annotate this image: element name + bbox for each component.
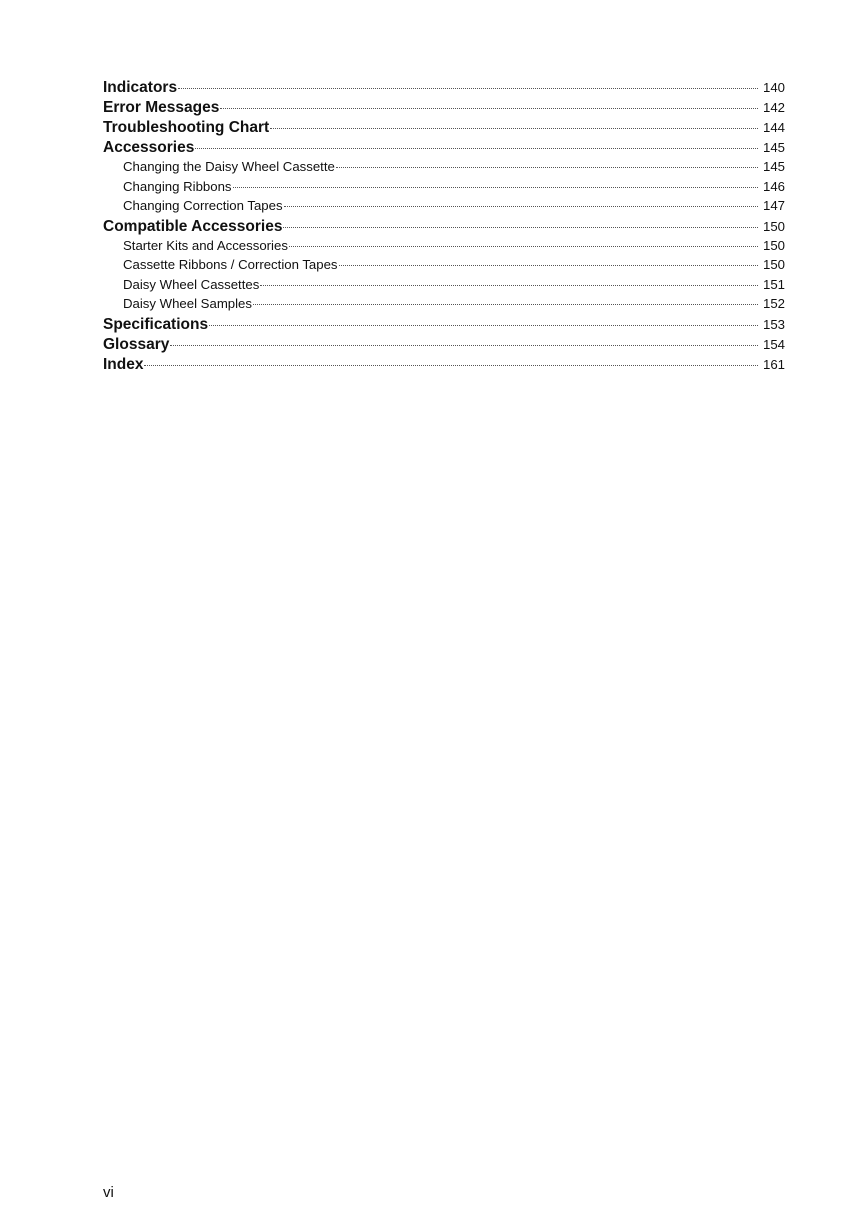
- page-number: vi: [103, 1184, 114, 1201]
- toc-entry-starter-kits[interactable]: [103, 238, 785, 258]
- toc-entry-page: 154: [762, 336, 785, 352]
- toc-entry-glossary[interactable]: [103, 336, 785, 356]
- toc-entry-title: Error Messages: [103, 99, 220, 116]
- toc-entry-title: Changing Ribbons: [123, 178, 232, 194]
- toc-entry-title: Specifications: [103, 315, 209, 333]
- toc-entry-title: Daisy Wheel Cassettes: [123, 276, 260, 292]
- toc-entry-changing-ribbons[interactable]: [103, 179, 785, 199]
- toc-entry-page: 150: [762, 237, 785, 253]
- toc-entry-title: Accessories: [103, 139, 195, 156]
- toc-dot-leader: [195, 148, 758, 149]
- toc-entry-page: 151: [762, 276, 785, 292]
- toc-entry-title: Glossary: [103, 335, 170, 353]
- toc-entry-page: 150: [762, 218, 785, 234]
- toc-entry-page: 145: [762, 159, 785, 174]
- toc-entry-page: 142: [762, 100, 785, 115]
- toc-entry-page: 153: [762, 316, 785, 332]
- toc-dot-leader: [270, 128, 758, 129]
- toc-dot-leader: [178, 88, 758, 89]
- toc-entry-accessories[interactable]: [103, 139, 785, 159]
- toc-entry-changing-correction-tapes[interactable]: [103, 198, 785, 218]
- toc-entry-title: Cassette Ribbons / Correction Tapes: [123, 257, 338, 272]
- toc-dot-leader: [233, 187, 758, 188]
- toc-entry-title: Index: [103, 355, 144, 373]
- toc-entry-compatible-accessories[interactable]: [103, 218, 785, 238]
- toc-entry-title: Compatible Accessories: [103, 217, 283, 235]
- toc-entry-daisy-wheel-samples[interactable]: [103, 296, 785, 316]
- toc-entry-page: 140: [762, 80, 785, 95]
- toc-entry-page: 146: [762, 178, 785, 194]
- toc-entry-troubleshooting-chart[interactable]: [103, 119, 785, 139]
- table-of-contents: [103, 79, 785, 376]
- toc-entry-daisy-wheel-cassettes[interactable]: [103, 277, 785, 297]
- toc-entry-cassette-ribbons[interactable]: [103, 257, 785, 277]
- toc-entry-page: 144: [762, 120, 785, 135]
- toc-dot-leader: [253, 304, 758, 305]
- toc-dot-leader: [289, 246, 758, 247]
- toc-entry-index[interactable]: [103, 356, 785, 376]
- toc-dot-leader: [283, 227, 758, 228]
- toc-entry-title: Daisy Wheel Samples: [123, 296, 252, 311]
- toc-entry-title: Changing the Daisy Wheel Cassette: [123, 159, 335, 174]
- toc-dot-leader: [339, 265, 758, 266]
- toc-entry-page: 145: [762, 140, 785, 155]
- toc-entry-changing-daisy-wheel-cassette[interactable]: [103, 159, 785, 179]
- toc-entry-error-messages[interactable]: [103, 99, 785, 119]
- toc-dot-leader: [260, 285, 758, 286]
- toc-entry-indicators[interactable]: [103, 79, 785, 99]
- toc-dot-leader: [220, 108, 758, 109]
- toc-dot-leader: [284, 206, 758, 207]
- toc-entry-title: Indicators: [103, 79, 178, 96]
- toc-dot-leader: [170, 345, 758, 346]
- toc-entry-page: 147: [762, 198, 785, 213]
- toc-entry-page: 161: [762, 356, 785, 372]
- toc-dot-leader: [336, 167, 758, 168]
- toc-dot-leader: [209, 325, 758, 326]
- toc-entry-specifications[interactable]: [103, 316, 785, 336]
- toc-entry-title: Starter Kits and Accessories: [123, 237, 288, 253]
- toc-entry-page: 150: [762, 257, 785, 272]
- toc-dot-leader: [144, 365, 758, 366]
- toc-entry-title: Changing Correction Tapes: [123, 198, 283, 213]
- toc-entry-page: 152: [762, 296, 785, 311]
- toc-entry-title: Troubleshooting Chart: [103, 119, 270, 136]
